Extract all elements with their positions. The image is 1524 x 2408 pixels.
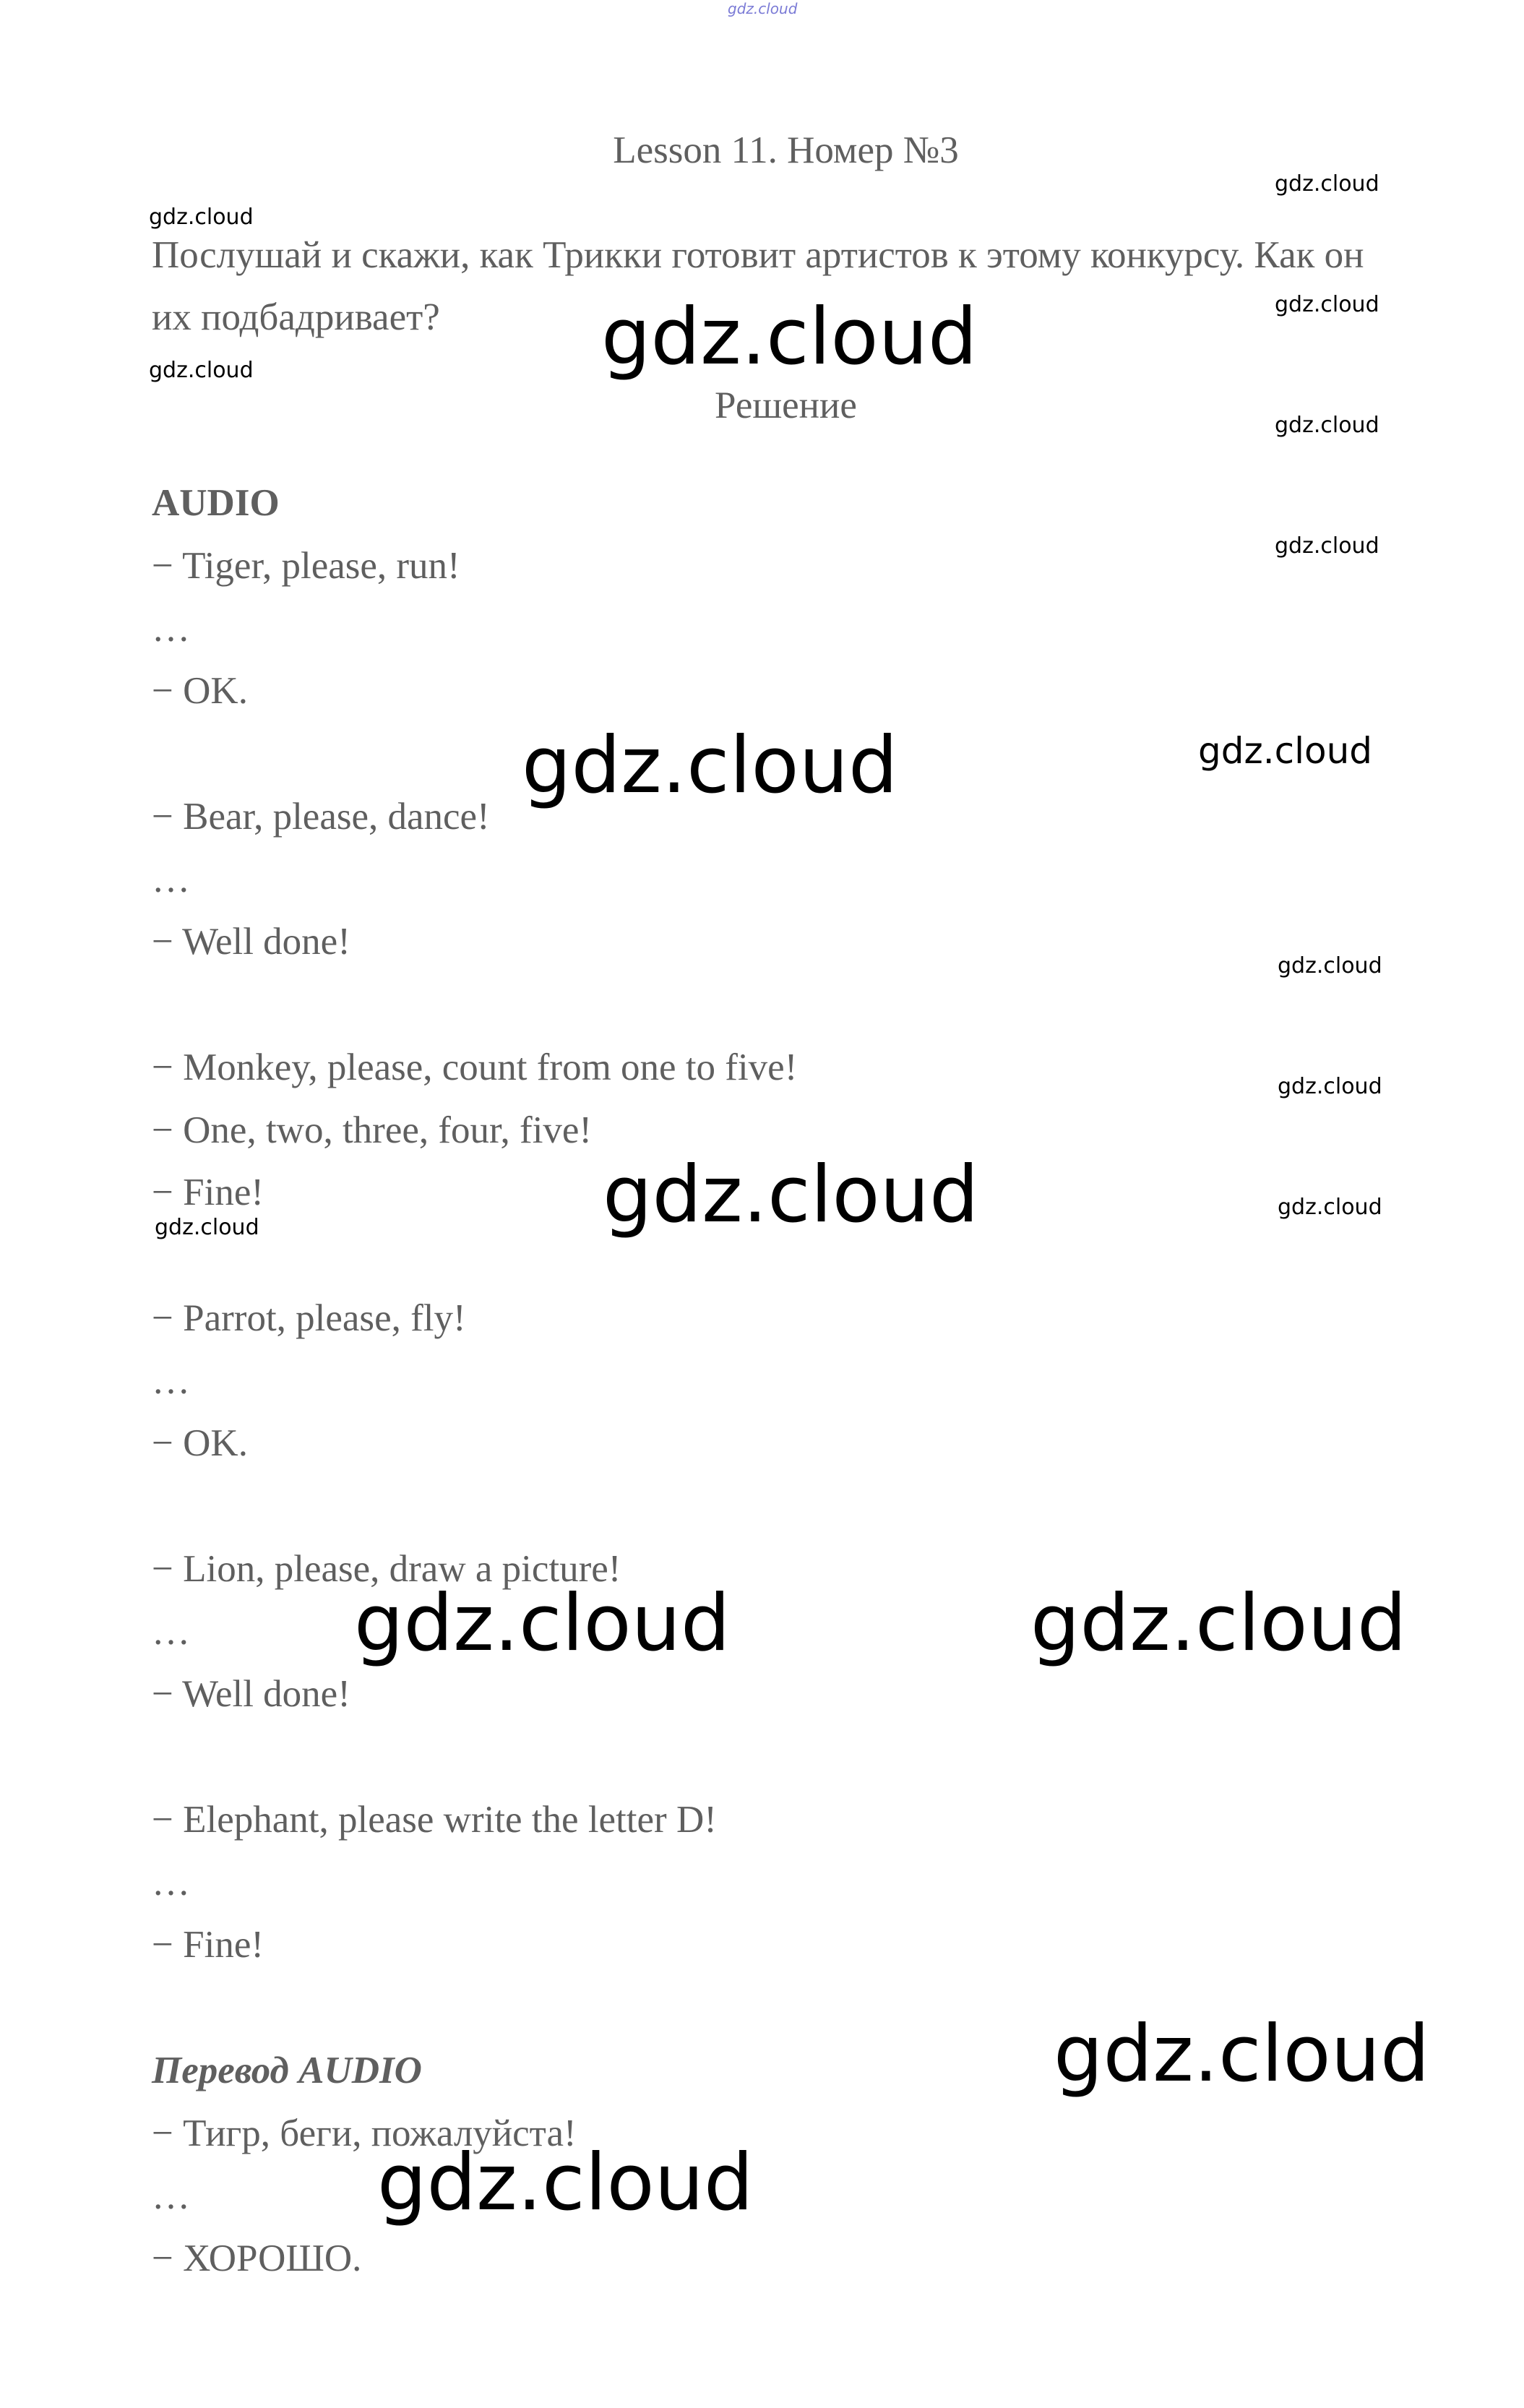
audio-line: − Tiger, please, run!: [152, 545, 460, 587]
audio-line: − Well done!: [152, 921, 350, 963]
audio-line: − Well done!: [152, 1673, 350, 1715]
translation-line: − Тигр, беги, пожалуйста!: [152, 2112, 577, 2154]
audio-line: − Fine!: [152, 1924, 264, 1966]
watermark: gdz.cloud: [149, 205, 254, 230]
watermark: gdz.cloud: [1275, 292, 1379, 317]
watermark: gdz.cloud: [149, 358, 254, 383]
watermark: gdz.cloud: [155, 1215, 259, 1240]
watermark: gdz.cloud: [601, 292, 978, 382]
watermark: gdz.cloud: [1275, 171, 1379, 197]
audio-line: − Fine!: [152, 1171, 264, 1213]
audio-line: − OK.: [152, 670, 248, 712]
audio-line: …: [152, 608, 190, 650]
audio-line: − Lion, please, draw a picture!: [152, 1548, 621, 1590]
watermark: gdz.cloud: [522, 721, 898, 811]
page-title: Lesson 11. Номер №3: [613, 129, 959, 171]
translation-line: …: [152, 2175, 190, 2217]
audio-line: − Elephant, please write the letter D!: [152, 1799, 717, 1841]
task-question: Послушай и скажи, как Трикки готовит артистов к этому конкурсу. Как он их подбадривает?: [152, 234, 1364, 338]
watermark: gdz.cloud: [1275, 413, 1379, 438]
translation-heading: Перевод AUDIO: [152, 2050, 422, 2091]
audio-line: …: [152, 1360, 190, 1402]
watermark: gdz.cloud: [1198, 730, 1373, 772]
watermark: gdz.cloud: [1278, 1074, 1382, 1099]
watermark: gdz.cloud: [728, 0, 798, 17]
watermark: gdz.cloud: [603, 1150, 979, 1240]
watermark: gdz.cloud: [1030, 1578, 1407, 1669]
watermark: gdz.cloud: [1054, 2009, 1430, 2099]
audio-line: …: [152, 1862, 190, 1904]
audio-line: − OK.: [152, 1422, 248, 1464]
audio-line: − Bear, please, dance!: [152, 796, 490, 838]
watermark: gdz.cloud: [354, 1578, 731, 1669]
audio-heading: AUDIO: [152, 482, 280, 524]
solution-heading: Решение: [715, 384, 857, 426]
audio-line: − Parrot, please, fly!: [152, 1297, 466, 1339]
audio-line: − Monkey, please, count from one to five!: [152, 1046, 798, 1088]
translation-line: − ХОРОШО.: [152, 2237, 362, 2279]
audio-line: …: [152, 859, 190, 900]
watermark: gdz.cloud: [1275, 533, 1379, 559]
watermark: gdz.cloud: [1278, 1195, 1382, 1220]
watermark: gdz.cloud: [377, 2138, 754, 2228]
watermark: gdz.cloud: [1278, 953, 1382, 979]
audio-line: …: [152, 1611, 190, 1653]
audio-line: − One, two, three, four, five!: [152, 1109, 593, 1151]
